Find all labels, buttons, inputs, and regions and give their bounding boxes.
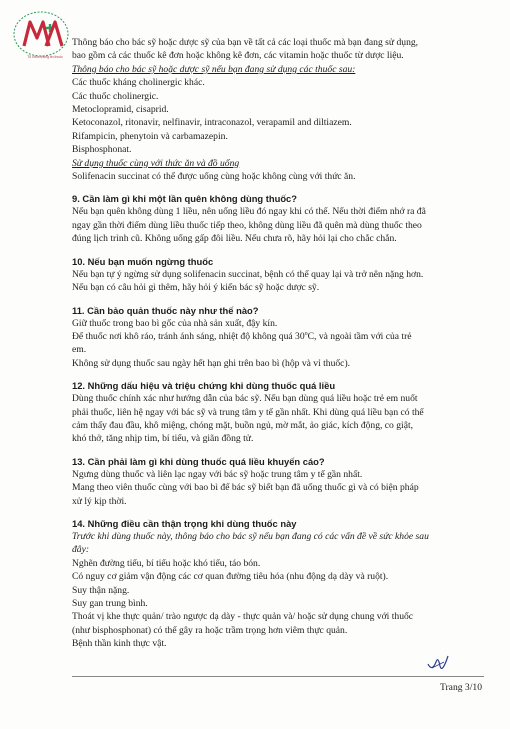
interaction-item: Các thuốc cholinergic. [72, 90, 159, 102]
interaction-heading: Thông báo cho bác sỹ hoặc dược sỹ nếu bạn đang sử dụng các thuốc sau: [72, 63, 356, 75]
section-12-line: Dùng thuốc chính xác như hướng dẫn của bác sỹ. Nếu bạn dùng quá liều hoặc trẻ em nuốt [72, 393, 418, 405]
section-9-line: đúng lịch trình cũ. Không uống gấp đôi liều. Nếu chưa rõ, hãy hỏi lại cho chắc chắn. [72, 233, 397, 245]
interaction-item: Metoclopramid, cisaprid. [72, 104, 169, 116]
food-text: Solifenacin succinat có thể được uống cùng hoặc không cùng với thức ăn. [72, 171, 356, 183]
section-9-line: ngay gần thời điểm dùng liều thuốc tiếp theo, không dùng liều đã quên mà dùng thuốc theo [72, 219, 422, 231]
section-9-line: Nếu bạn quên không dùng 1 liều, nên uống liều đó ngay khi có thể. Nếu thời điểm nhớ ra đã [72, 206, 426, 218]
section-10-line: Nếu bạn tự ý ngừng sử dụng solifenacin succinat, bệnh có thể quay lại và trở nên nặng hơn. [72, 268, 424, 280]
section-11-line: Không sử dụng thuốc sau ngày hết hạn ghi trên bao bì (hộp và vỉ thuốc). [72, 357, 351, 369]
logo [10, 8, 72, 60]
intro-line: bao gồm cả các thuốc kê đơn hoặc không kê đơn, các vitamin hoặc thuốc từ dược liệu. [72, 50, 404, 62]
section-14-title: 14. Những điều cần thận trọng khi dùng thuốc này [72, 517, 297, 529]
intro-line: Thông báo cho bác sỹ hoặc dược sỹ của bạn về tất cả các loại thuốc mà bạn đang sử dụng, [72, 37, 419, 48]
footer-rule [72, 676, 484, 677]
section-11-line [72, 330, 484, 343]
section-11-line: Giữ thuốc trong bao bì gốc của nhà sản xuất, đậy kín. [72, 317, 278, 329]
interaction-item: Rifampicin, phenytoin và carbamazepin. [72, 130, 228, 142]
section-11-line: em. [72, 344, 87, 356]
section-14-line: Nghẽn đường tiểu, bí tiểu hoặc khó tiểu, táo bón. [72, 557, 261, 569]
section-14-line: (như bisphosphonat) có thể gây ra hoặc trầm trọng hơn viêm thực quản. [72, 624, 348, 636]
section-10-line: Nếu bạn có câu hỏi gì thêm, hãy hỏi ý kiến bác sỹ hoặc dược sỹ. [72, 282, 320, 294]
section-14-line: Bệnh thần kinh thực vật. [72, 638, 167, 650]
section-13-line: Mang theo viên thuốc cùng với bao bì để bác sỹ biết bạn đã uống thuốc gì và có biện pháp [72, 482, 419, 494]
food-heading: Sử dụng thuốc cùng với thức ăn và đồ uống [72, 157, 240, 169]
page-number: Trang 3/10 [439, 682, 482, 693]
logo-subtitle: Tổ chức thông tin thuốc [27, 55, 63, 59]
section-12-line: khó thở, tăng nhịp tim, bí tiểu, và giãn đồng tử. [72, 433, 254, 445]
section-14-intro: đây: [72, 544, 90, 556]
section-14-line: Thoát vị khe thực quản/ trào ngược dạ dày - thực quản và/ hoặc sử dụng chung với thuốc [72, 611, 414, 623]
section-14-line: Suy gan trung bình. [72, 598, 148, 609]
section-12-title: 12. Những dấu hiệu và triệu chứng khi dùng thuốc quá liều [72, 380, 336, 392]
storage-temp-text-end: C, và ngoài tầm với của trẻ [307, 330, 412, 342]
section-13-line: xử lý kịp thời. [72, 495, 127, 507]
section-12-line: phải thuốc, liên hệ ngay với bác sỹ và trung tâm y tế gần nhất. Khi dùng quá liều bạn có thể [72, 406, 424, 418]
section-14-line: Suy thận nặng. [72, 584, 130, 596]
section-14-intro: Trước khi dùng thuốc này, thông báo cho bác sỹ nếu bạn đang có các vấn đề về sức khỏe sau [72, 530, 429, 542]
interaction-item: Ketoconazol, ritonavir, nelfinavir, intraconazol, verapamil and diltiazem. [72, 117, 352, 129]
section-11-title: 11. Cần bảo quản thuốc này như thế nào? [72, 304, 259, 316]
section-9-title: 9. Cần làm gì khi một lần quên không dùng thuốc? [72, 193, 297, 205]
degree-sign: o [304, 330, 308, 337]
signature-mark [424, 650, 454, 676]
section-13-line: Ngưng dùng thuốc và liên lạc ngay với bác sỹ hoặc trung tâm y tế gần nhất. [72, 468, 363, 480]
interaction-item: Các thuốc kháng cholinergic khác. [72, 77, 205, 89]
section-12-line: cảm thấy đau đầu, khô miệng, chóng mặt, buồn ngủ, mờ mắt, ảo giác, kích động, co giật, [72, 419, 414, 431]
leaflet-content [72, 36, 484, 651]
section-13-title: 13. Cần phải làm gì khi dùng thuốc quá liều khuyến cáo? [72, 455, 325, 467]
section-10-title: 10. Nếu bạn muốn ngừng thuốc [72, 255, 214, 267]
storage-temp-text: Để thuốc nơi khô ráo, tránh ánh sáng, nhiệt độ không quá 30 [72, 330, 305, 342]
interaction-item: Bisphosphonat. [72, 144, 132, 156]
section-14-line: Có nguy cơ giảm vận động các cơ quan đường tiêu hóa (nhu động dạ dày và ruột). [72, 571, 389, 583]
